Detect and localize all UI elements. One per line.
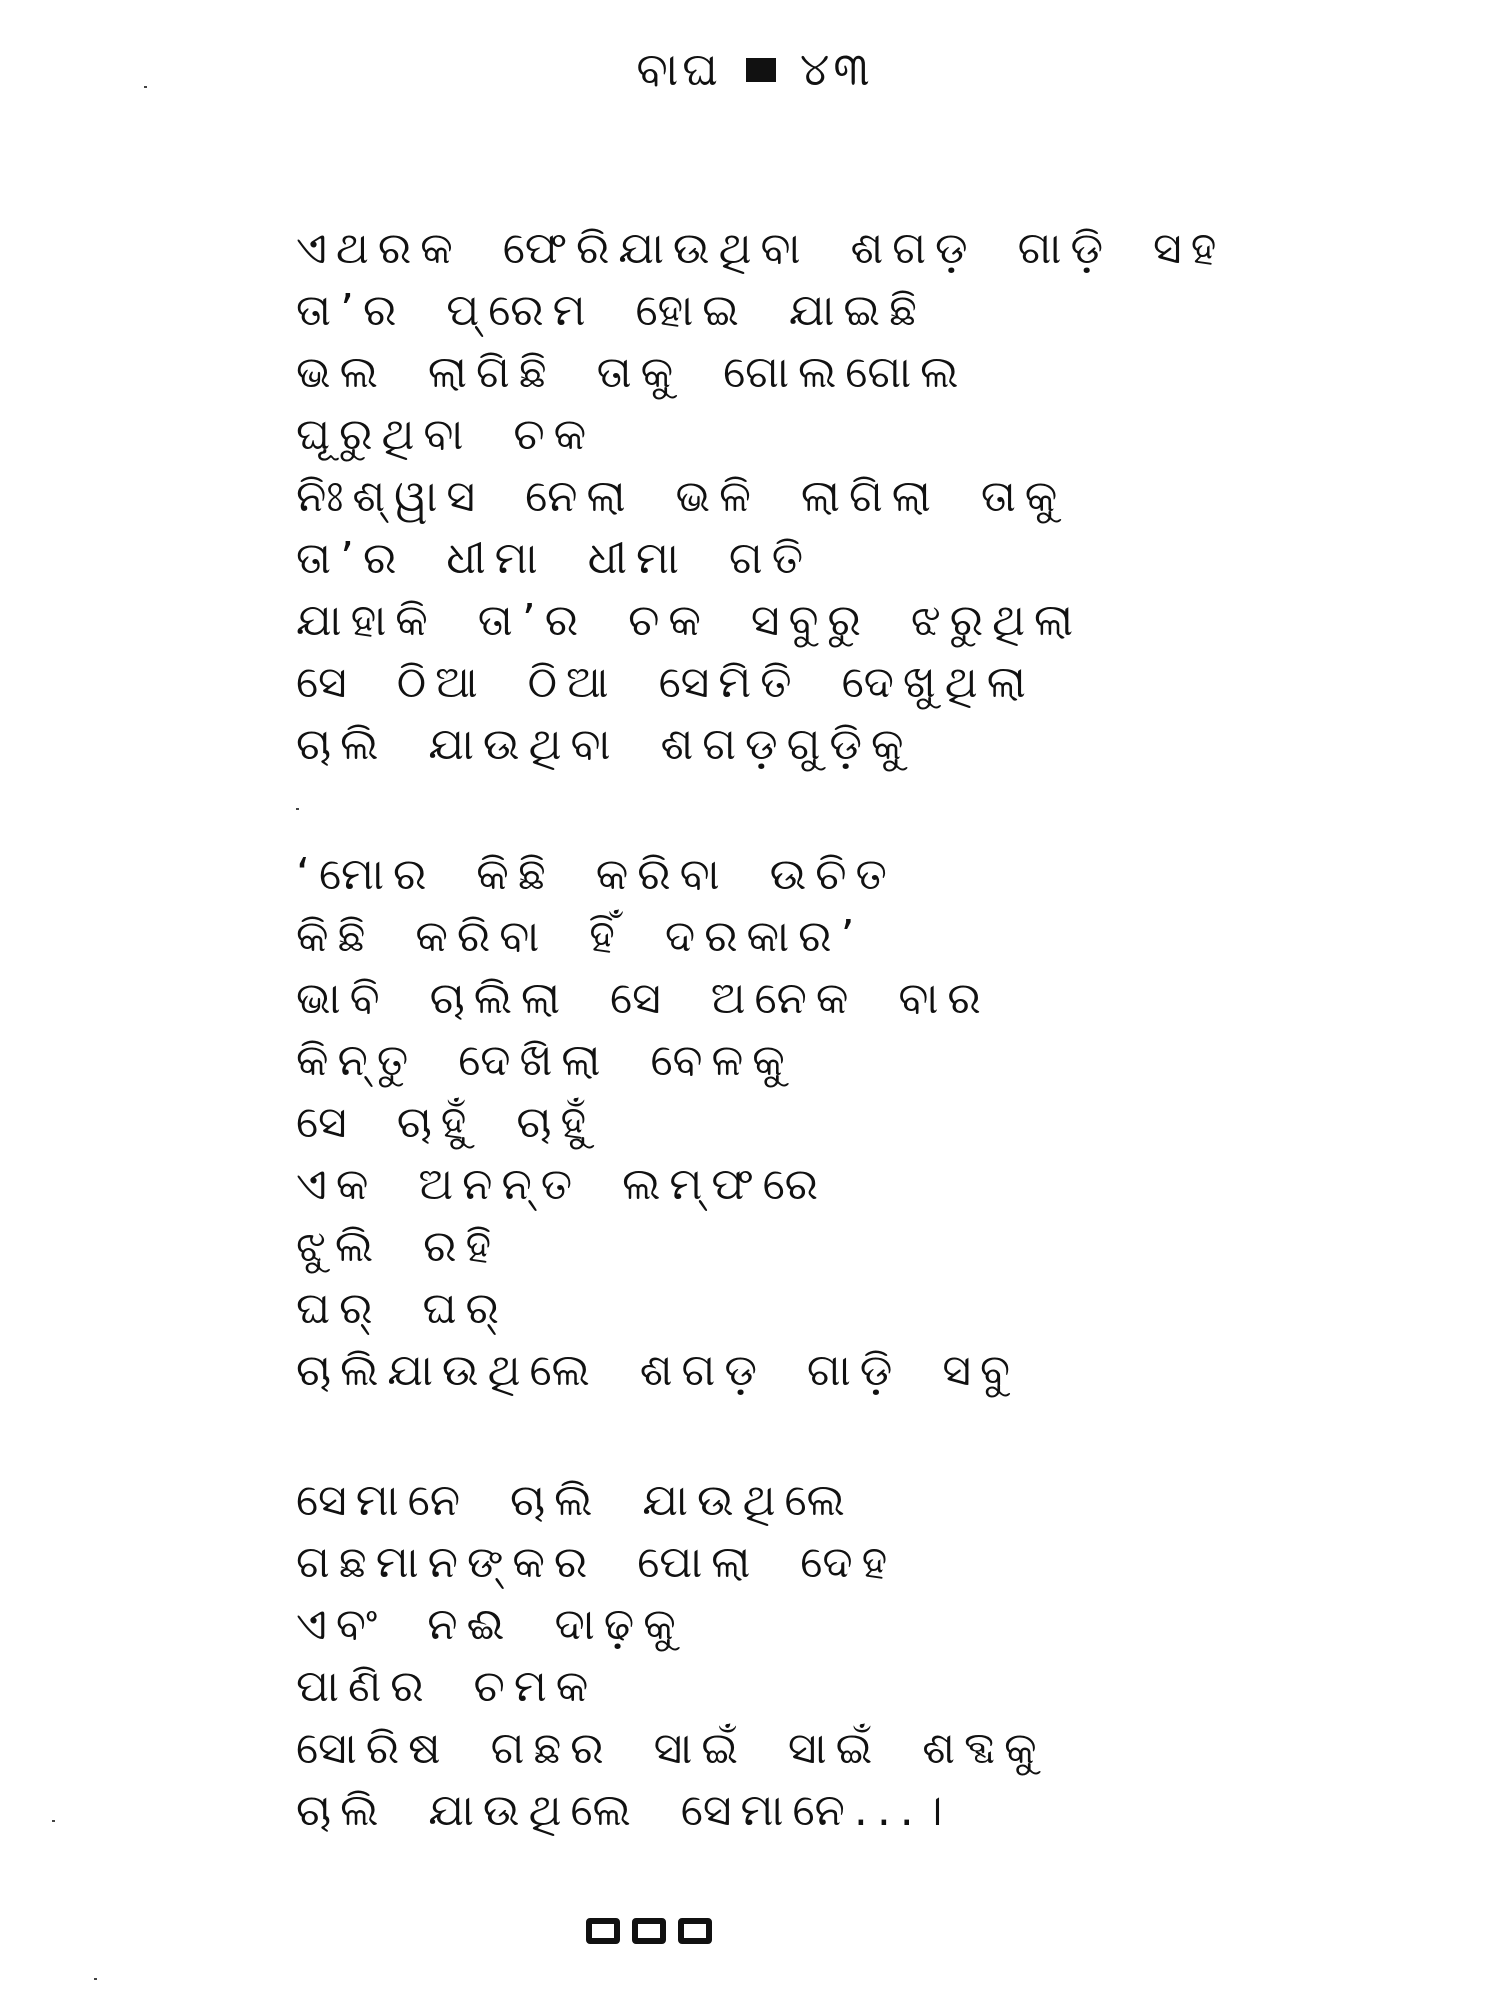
poem-line: ଏଥରକ ଫେରିଯାଉଥିବା ଶଗଡ଼ ଗାଡ଼ି ସହ <box>296 223 1226 274</box>
stanza-gap <box>296 1402 1456 1470</box>
scan-speck <box>94 1978 97 1980</box>
poem-line: ସେ ଚାହୁଁ ଚାହୁଁ <box>296 1097 596 1148</box>
poem-line: ଘର୍ ଘର୍ <box>296 1283 508 1334</box>
scan-speck <box>296 808 299 810</box>
stanza-3 <box>296 1470 1456 1842</box>
poem-line: ଭଲ ଲାଗିଛି ତାକୁ ଗୋଲଗୋଲ <box>296 347 968 398</box>
poem-line: ପାଣିର ଚମକ <box>296 1661 598 1712</box>
poem-line: ତା’ର ଧୀମା ଧୀମା ଗତି <box>296 533 813 584</box>
poem-line: ଘୂରୁଥିବା ଚକ <box>296 409 596 460</box>
poem-line: ସୋରିଷ ଗଛର ସାଇଁ ସାଇଁ ଶବ୍ଦକୁ <box>296 1723 1046 1774</box>
poem-line: ଯାହାକି ତା’ର ଚକ ସବୁରୁ ଝରୁଥିଲା <box>296 595 1083 646</box>
poem-line: ଏକ ଅନନ୍ତ ଲମ୍ଫରେ <box>296 1159 827 1210</box>
poem-line: ସେମାନେ ଚାଲି ଯାଉଥିଲେ <box>296 1475 854 1526</box>
book-title: ବାଘ <box>636 42 722 96</box>
poem-line: ଚାଲିଯାଉଥିଲେ ଶଗଡ଼ ଗାଡ଼ି ସବୁ <box>296 1345 1020 1396</box>
poem-line: ଭାବି ଚାଲିଲା ସେ ଅନେକ ବାର <box>296 973 990 1024</box>
poem-line: କିନ୍ତୁ ଦେଖିଲା ବେଳକୁ <box>296 1035 794 1086</box>
page-number: ୪୩ <box>799 42 874 96</box>
end-box-icon <box>678 1918 712 1944</box>
stanza-2 <box>296 844 1456 1402</box>
poem-line: ତା’ର ପ୍ରେମ ହୋଇ ଯାଇଛି <box>296 285 926 336</box>
poem-line: ଏବଂ ନଈ ଦାଢ଼କୁ <box>296 1599 685 1650</box>
square-separator-icon <box>746 58 776 82</box>
three-box-end-mark-icon <box>586 1918 712 1944</box>
poem-line: ‘ମୋର କିଛି କରିବା ଉଚିତ <box>296 849 896 900</box>
stanza-1 <box>296 218 1456 776</box>
poem-line: ନିଃଶ୍ୱାସ ନେଲା ଭଳି ଲାଗିଲା ତାକୁ <box>296 471 1067 522</box>
end-box-icon <box>586 1918 620 1944</box>
poem-line: ଝୁଲି ରହି <box>296 1221 501 1272</box>
poem-line: ଗଛମାନଙ୍କର ପୋଲା ଦେହ <box>296 1537 897 1588</box>
scan-speck <box>144 86 147 88</box>
header-row <box>636 42 873 98</box>
poem-line: ଚାଲି ଯାଉଥିଲେ ସେମାନେ...। <box>296 1785 952 1836</box>
end-box-icon <box>632 1918 666 1944</box>
poem-line: ଚାଲି ଯାଉଥିବା ଶଗଡ଼ଗୁଡ଼ିକୁ <box>296 719 913 770</box>
scan-speck <box>52 1820 55 1822</box>
poem-body <box>296 218 1456 1842</box>
page-header <box>0 42 1500 98</box>
stanza-gap <box>296 776 1456 844</box>
poem-line: କିଛି କରିବା ହିଁ ଦରକାର’ <box>296 911 864 962</box>
poem-line: ସେ ଠିଆ ଠିଆ ସେମିତି ଦେଖୁଥିଲା <box>296 657 1035 708</box>
